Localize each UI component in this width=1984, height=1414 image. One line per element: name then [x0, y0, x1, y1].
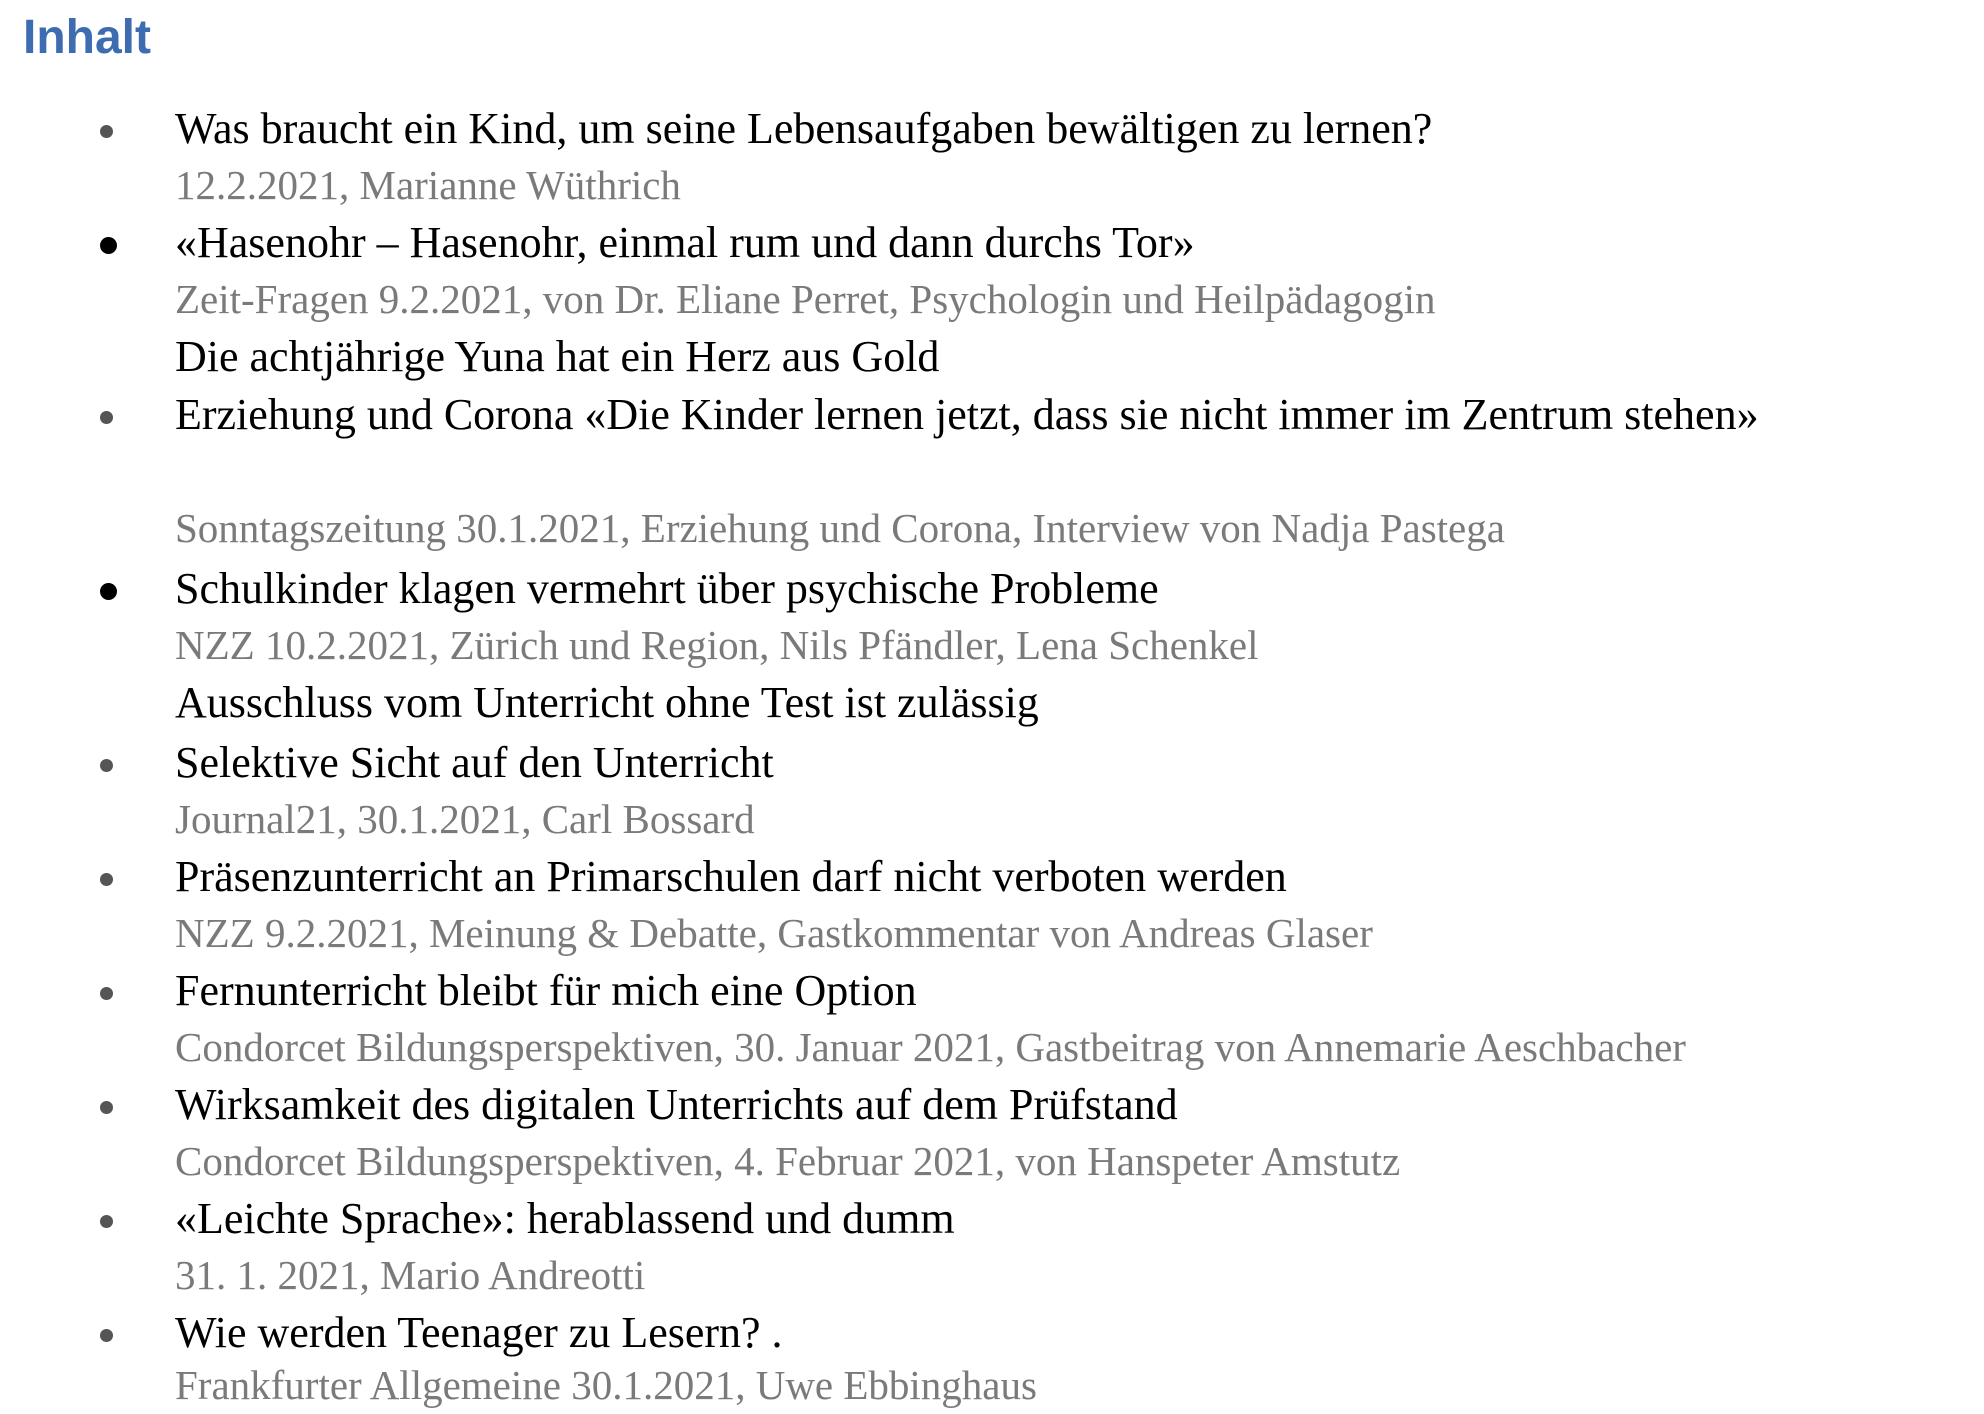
toc-item-meta: Journal21, 30.1.2021, Carl Bossard [175, 796, 755, 842]
toc-item-meta: Zeit-Fragen 9.2.2021, von Dr. Eliane Perret, Psychologin und Heilpädagogin [175, 276, 1436, 322]
toc-heading: Inhalt [23, 11, 151, 64]
bullet-icon [100, 1215, 113, 1228]
toc-item-title[interactable]: Selektive Sicht auf den Unterricht [175, 738, 774, 787]
bullet-icon [100, 873, 113, 886]
toc-item-title[interactable]: Fernunterricht bleibt für mich eine Option [175, 966, 917, 1015]
bullet-icon [100, 1101, 113, 1114]
toc-item-title[interactable]: «Hasenohr – Hasenohr, einmal rum und dann durchs Tor» [175, 218, 1195, 267]
toc-item-meta: Condorcet Bildungsperspektiven, 30. Januar 2021, Gastbeitrag von Annemarie Aeschbacher [175, 1024, 1686, 1070]
toc-item-title[interactable]: Erziehung und Corona «Die Kinder lernen jetzt, dass sie nicht immer im Zentrum stehen» [175, 390, 1759, 439]
toc-item-meta: NZZ 10.2.2021, Zürich und Region, Nils Pfändler, Lena Schenkel [175, 622, 1259, 668]
toc-item-title[interactable]: Was braucht ein Kind, um seine Lebensaufgaben bewältigen zu lernen? [175, 104, 1433, 153]
toc-item-title[interactable]: «Leichte Sprache»: herablassend und dumm [175, 1194, 955, 1243]
toc-item-meta: 31. 1. 2021, Mario Andreotti [175, 1252, 646, 1298]
bullet-icon [100, 987, 113, 1000]
bullet-icon [100, 237, 117, 254]
toc-item-meta: NZZ 9.2.2021, Meinung & Debatte, Gastkommentar von Andreas Glaser [175, 910, 1373, 956]
toc-item-title[interactable]: Wirksamkeit des digitalen Unterrichts auf dem Prüfstand [175, 1080, 1178, 1129]
toc-item-subtitle: Ausschluss vom Unterricht ohne Test ist zulässig [175, 678, 1039, 727]
toc-item-title[interactable]: Präsenzunterricht an Primarschulen darf nicht verboten werden [175, 852, 1287, 901]
toc-item-meta: Sonntagszeitung 30.1.2021, Erziehung und Corona, Interview von Nadja Pastega [175, 505, 1505, 551]
toc-item-title[interactable]: Schulkinder klagen vermehrt über psychische Probleme [175, 564, 1159, 613]
bullet-icon [100, 1329, 113, 1342]
bullet-icon [100, 125, 113, 138]
toc-item-meta: Frankfurter Allgemeine 30.1.2021, Uwe Ebbinghaus [175, 1362, 1037, 1408]
bullet-icon [100, 583, 117, 600]
bullet-icon [100, 411, 113, 424]
bullet-icon [100, 759, 113, 772]
toc-item-meta: Condorcet Bildungsperspektiven, 4. Februar 2021, von Hanspeter Amstutz [175, 1138, 1401, 1184]
toc-item-title[interactable]: Wie werden Teenager zu Lesern? . [175, 1308, 783, 1357]
toc-item-subtitle: Die achtjährige Yuna hat ein Herz aus Gold [175, 332, 940, 381]
toc-item-meta: 12.2.2021, Marianne Wüthrich [175, 162, 681, 208]
